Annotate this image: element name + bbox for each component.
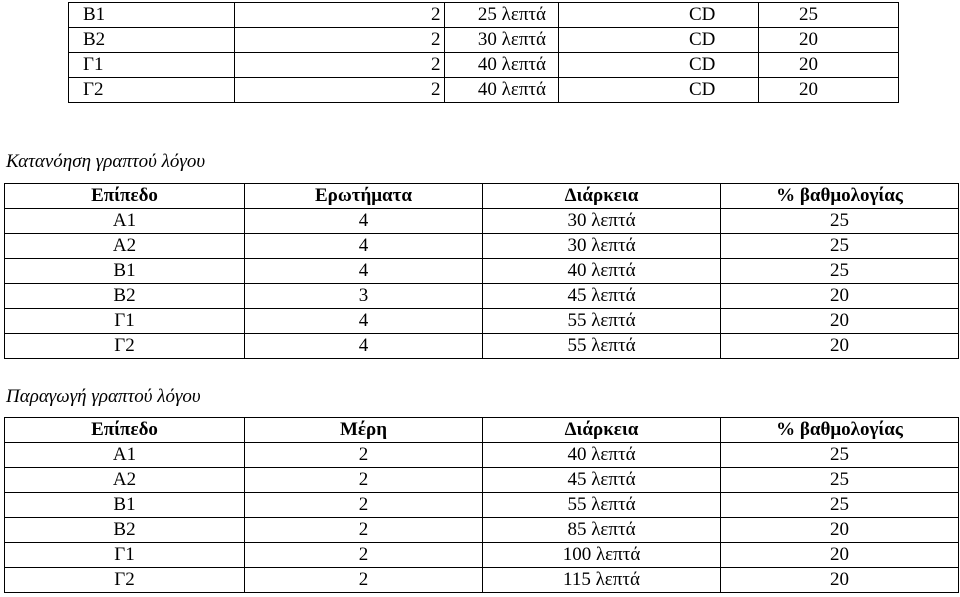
level-cell: Α2 [5, 468, 245, 493]
duration-cell: 55 λεπτά [483, 334, 721, 359]
duration-cell: 55 λεπτά [483, 493, 721, 518]
duration-cell: 25 λεπτά [445, 3, 559, 28]
table-row [69, 28, 899, 53]
level-cell: Α1 [5, 443, 245, 468]
score-cell: 20 [759, 28, 899, 53]
parts-cell: 2 [245, 468, 483, 493]
parts-cell: 2 [245, 443, 483, 468]
score-cell: 20 [759, 78, 899, 103]
score-cell: 25 [759, 3, 899, 28]
parts-cell: 2 [245, 568, 483, 593]
header-level: Επίπεδο [5, 184, 245, 209]
duration-cell: 40 λεπτά [483, 259, 721, 284]
medium-cell: CD [559, 28, 759, 53]
header-level: Επίπεδο [5, 418, 245, 443]
score-cell: 25 [721, 259, 959, 284]
header-score: % βαθμολογίας [721, 418, 959, 443]
duration-cell: 30 λεπτά [483, 209, 721, 234]
table-row [5, 543, 959, 568]
questions-cell: 4 [245, 334, 483, 359]
duration-cell: 30 λεπτά [483, 234, 721, 259]
table-row [69, 78, 899, 103]
score-cell: 25 [721, 493, 959, 518]
header-score: % βαθμολογίας [721, 184, 959, 209]
duration-cell: 85 λεπτά [483, 518, 721, 543]
level-cell: Γ2 [5, 334, 245, 359]
table-row [5, 468, 959, 493]
score-cell: 25 [721, 209, 959, 234]
written-production-caption: Παραγωγή γραπτού λόγου [6, 386, 201, 407]
table-row [5, 334, 959, 359]
level-cell: Β1 [69, 3, 235, 28]
table-header-row [5, 184, 959, 209]
score-cell: 20 [759, 53, 899, 78]
duration-cell: 40 λεπτά [445, 78, 559, 103]
table-row [5, 568, 959, 593]
table-row [69, 3, 899, 28]
score-cell: 20 [721, 309, 959, 334]
level-cell: Β1 [5, 259, 245, 284]
questions-cell: 4 [245, 259, 483, 284]
level-cell: Α2 [5, 234, 245, 259]
score-cell: 20 [721, 518, 959, 543]
parts-cell: 2 [235, 53, 445, 78]
questions-cell: 4 [245, 309, 483, 334]
medium-cell: CD [559, 78, 759, 103]
level-cell: Α1 [5, 209, 245, 234]
score-cell: 20 [721, 284, 959, 309]
table-row [5, 309, 959, 334]
level-cell: Γ1 [5, 543, 245, 568]
table-header-row [5, 418, 959, 443]
duration-cell: 30 λεπτά [445, 28, 559, 53]
reading-comprehension-caption: Κατανόηση γραπτού λόγου [6, 151, 206, 172]
duration-cell: 40 λεπτά [445, 53, 559, 78]
listening-table-partial [68, 2, 899, 103]
table-row [5, 209, 959, 234]
score-cell: 20 [721, 568, 959, 593]
score-cell: 25 [721, 468, 959, 493]
level-cell: Β2 [69, 28, 235, 53]
parts-cell: 2 [235, 78, 445, 103]
written-production-table [4, 417, 959, 593]
level-cell: Β1 [5, 493, 245, 518]
level-cell: Γ2 [5, 568, 245, 593]
level-cell: Β2 [5, 518, 245, 543]
duration-cell: 100 λεπτά [483, 543, 721, 568]
parts-cell: 2 [245, 543, 483, 568]
level-cell: Γ1 [69, 53, 235, 78]
listening-table-body [69, 3, 899, 103]
header-questions: Ερωτήματα [245, 184, 483, 209]
duration-cell: 55 λεπτά [483, 309, 721, 334]
questions-cell: 4 [245, 234, 483, 259]
parts-cell: 2 [235, 3, 445, 28]
table-row [69, 53, 899, 78]
level-cell: Β2 [5, 284, 245, 309]
level-cell: Γ1 [5, 309, 245, 334]
score-cell: 20 [721, 334, 959, 359]
score-cell: 20 [721, 543, 959, 568]
parts-cell: 2 [245, 518, 483, 543]
score-cell: 25 [721, 443, 959, 468]
questions-cell: 4 [245, 209, 483, 234]
duration-cell: 40 λεπτά [483, 443, 721, 468]
questions-cell: 3 [245, 284, 483, 309]
table-row [5, 518, 959, 543]
table-row [5, 259, 959, 284]
medium-cell: CD [559, 3, 759, 28]
duration-cell: 45 λεπτά [483, 468, 721, 493]
parts-cell: 2 [235, 28, 445, 53]
table-row [5, 234, 959, 259]
table-row [5, 443, 959, 468]
medium-cell: CD [559, 53, 759, 78]
reading-comprehension-table [4, 183, 959, 359]
header-parts: Μέρη [245, 418, 483, 443]
header-duration: Διάρκεια [483, 184, 721, 209]
duration-cell: 45 λεπτά [483, 284, 721, 309]
score-cell: 25 [721, 234, 959, 259]
duration-cell: 115 λεπτά [483, 568, 721, 593]
level-cell: Γ2 [69, 78, 235, 103]
table-row [5, 493, 959, 518]
parts-cell: 2 [245, 493, 483, 518]
header-duration: Διάρκεια [483, 418, 721, 443]
table-row [5, 284, 959, 309]
